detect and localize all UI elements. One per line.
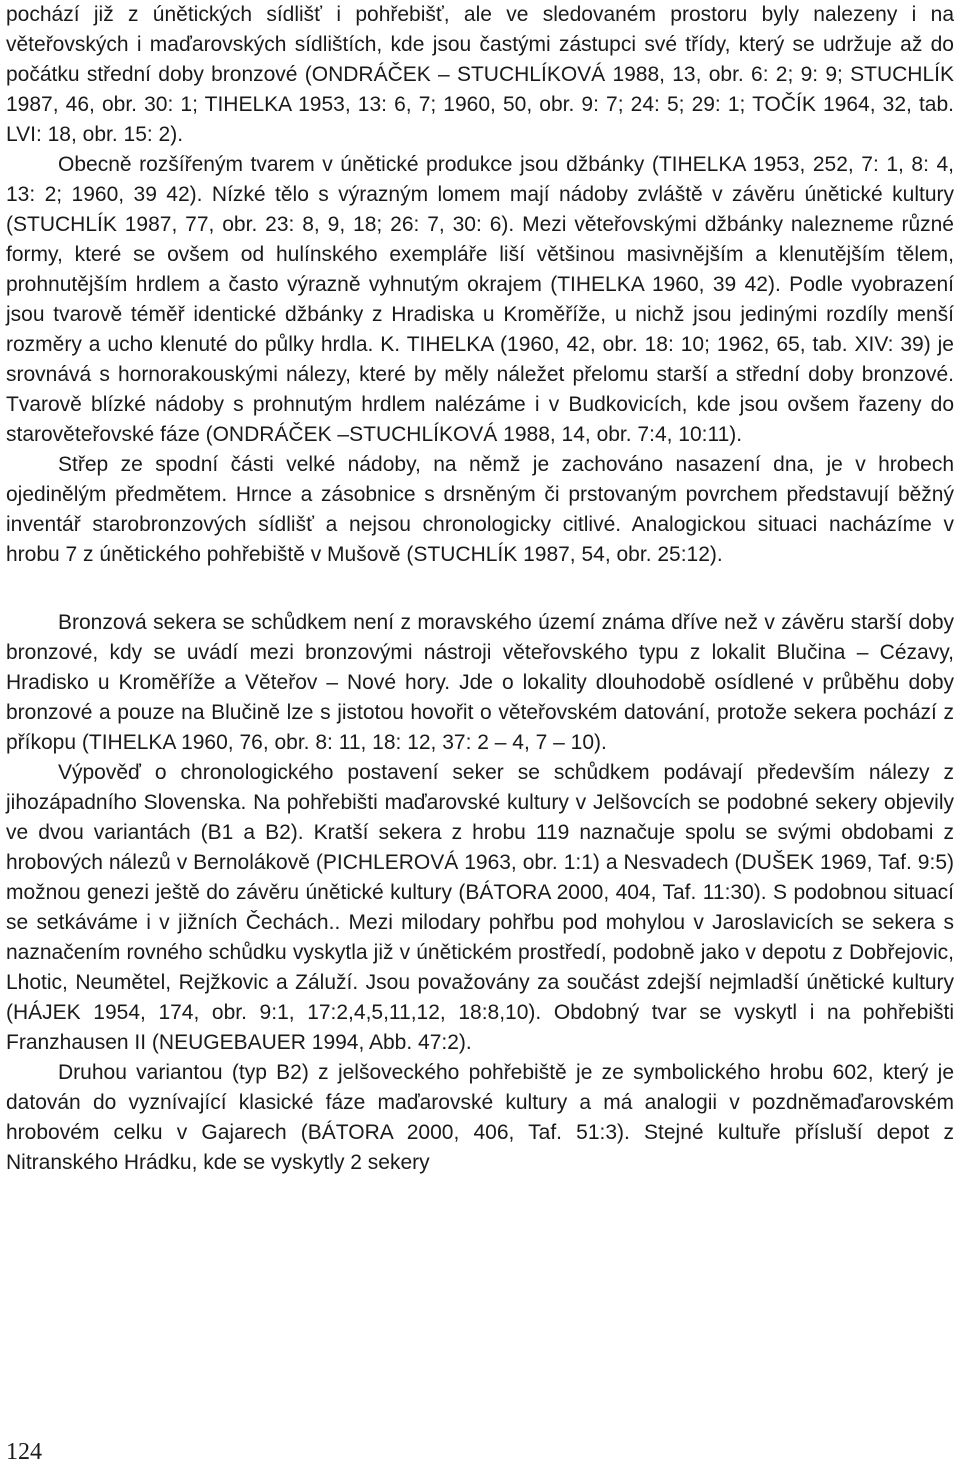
section-gap: [6, 570, 954, 608]
paragraph: pochází již z únětických sídlišť i pohřebišť, ale ve sledovaném prostoru byly nalezeny i na věteřovských i maďarovských sídlištích, kde jsou častými zástupci své třídy, který se udržuje až do počátku střední doby bronzové (ONDRÁČEK – STUCHLÍKOVÁ 1988, 13, obr. 6: 2; 9: 9; STUCHLÍK 1987, 46, obr. 30: 1; TIHELKA 1953, 13: 6, 7; 1960, 50, obr. 9: 7; 24: 5; 29: 1; TOČÍK 1964, 32, tab. LVI: 18, obr. 15: 2).: [6, 3, 954, 146]
page-number: 124: [6, 1439, 42, 1465]
paragraph: Bronzová sekera se schůdkem není z moravského území známa dříve než v závěru starší doby bronzové, kdy se uvádí mezi bronzovými nástroji věteřovského typu z lokalit Blučina – Cézavy, Hradisko u Kroměříže a Věteřov – Nové hory. Jde o lokality dlouhodobě osídlené v průběhu doby bronzové a pouze na Blučině lze s jistotou hovořit o věteřovském datování, protože sekera pochází z příkopu (TIHELKA 1960, 76, obr. 8: 11, 18: 12, 37: 2 – 4, 7 – 10).: [6, 611, 954, 754]
section-axes: [6, 608, 954, 1178]
paragraph: Obecně rozšířeným tvarem v únětické produkce jsou džbánky (TIHELKA 1953, 252, 7: 1, 8: 4, 13: 2; 1960, 39 42). Nízké tělo s výrazným lomem mají nádoby zvláště v závěru únětické kultury (STUCHLÍK 1987, 77, obr. 23: 8, 9, 18; 26: 7, 30: 6). Mezi věteřovskými džbánky nalezneme různé formy, které se ovšem od hulínského exempláře liší většinou masivnějším a klenutějším tělem, prohnutějším hrdlem a často výrazně vyhnutým okrajem (TIHELKA 1960, 39 42). Podle vyobrazení jsou tvarově téměř identické džbánky z Hradiska u Kroměříže, u nichž jsou jedinými rozdíly menší rozměry a ucho klenuté do půlky hrdla. K. TIHELKA (1960, 42, obr. 18: 10; 1962, 65, tab. XIV: 39) je srovnává s hornorakouskými nálezy, které by měly náležet přelomu starší a střední doby bronzové. Tvarově blízké nádoby s prohnutým hrdlem nalézáme i v Budkovicích, kde jsou ovšem řazeny do starověteřovské fáze (ONDRÁČEK –STUCHLÍKOVÁ 1988, 14, obr. 7:4, 10:11).: [6, 153, 954, 446]
section-pottery: [6, 0, 954, 570]
paragraph: Druhou variantou (typ B2) z jelšoveckého pohřebiště je ze symbolického hrobu 602, který je datován do vyznívající klasické fáze maďarovské kultury a má analogii v pozdněmaďarovském hrobovém celku v Gajarech (BÁTORA 2000, 406, Taf. 51:3). Stejné kultuře přísluší depot z Nitranského Hrádku, kde se vyskytly 2 sekery: [6, 1061, 954, 1174]
paragraph: Výpověď o chronologického postavení seker se schůdkem podávají především nálezy z jihozápadního Slovenska. Na pohřebišti maďarovské kultury v Jelšovcích se podobné sekery objevily ve dvou variantách (B1 a B2). Kratší sekera z hrobu 119 naznačuje spolu se svými obdobami z hrobových nálezů v Bernolákově (PICHLEROVÁ 1963, obr. 1:1) a Nesvadech (DUŠEK 1969, Taf. 9:5) možnou genezi ještě do závěru únětické kultury (BÁTORA 2000, 404, Taf. 11:30). S podobnou situací se setkáváme i v jižních Čechách.. Mezi milodary pohřbu pod mohylou v Jaroslavicích se sekera s naznačením rovného schůdku vyskytla již v únětickém prostředí, podobně jako v depotu z Dobřejovic, Lhotic, Neumětel, Rejžkovic a Záluží. Jsou považovány za součást zdejší nejmladší únětické kultury (HÁJEK 1954, 174, obr. 9:1, 17:2,4,5,11,12, 18:8,10). Obdobný tvar se vyskytl i na pohřebišti Franzhausen II (NEUGEBAUER 1994, Abb. 47:2).: [6, 761, 954, 1054]
paragraph: Střep ze spodní části velké nádoby, na němž je zachováno nasazení dna, je v hrobech ojedinělým předmětem. Hrnce a zásobnice s drsněným či prstovaným povrchem představují běžný inventář starobronzových sídlišť a nejsou chronologicky citlivé. Analogickou situaci nacházíme v hrobu 7 z únětického pohřebiště v Mušově (STUCHLÍK 1987, 54, obr. 25:12).: [6, 453, 954, 566]
document-page: [6, 0, 954, 1178]
